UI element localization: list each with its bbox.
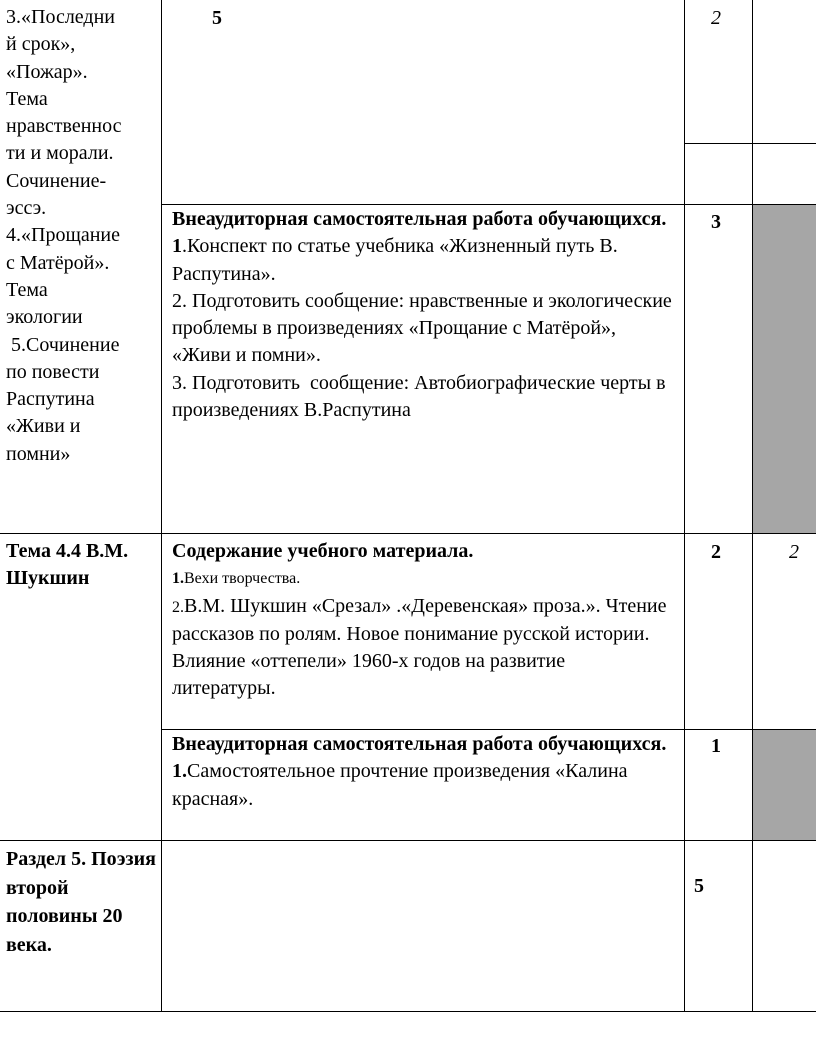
topic-cell-shukshin: Тема 4.4 В.М. Шукшин [6, 540, 129, 590]
independent-work-title: Внеаудиторная самостоятельная работа обучающихся. [172, 208, 667, 230]
shaded-cell-independent-2 [753, 730, 816, 840]
topic-line: Тема [6, 87, 48, 110]
topic-line: Тема [6, 278, 48, 301]
topic-line: по повести [6, 360, 100, 383]
task-item: 2. Подготовить сообщение: нравственные и экологические проблемы в произведениях «Прощание с Матёрой», «Живи и помни». [172, 289, 672, 367]
task-item: 3. Подготовить сообщение: Автобиографические черты в произведениях В.Распутина [172, 371, 671, 422]
table-rule [0, 1011, 816, 1012]
table-rule [0, 840, 816, 841]
independent-work-cell-2 [172, 731, 672, 813]
content-title: Содержание учебного материала. [172, 540, 474, 562]
content-hours-value: 2 [711, 541, 721, 563]
independent-work-cell-1 [172, 206, 672, 424]
level-value: 2 [711, 7, 721, 29]
topic-line: Сочинение- [6, 169, 107, 192]
topic-line: 5.Сочинение [6, 333, 120, 356]
topic-line: нравственнос [6, 115, 122, 138]
topic-line: Распутина [6, 388, 95, 411]
task-item [172, 758, 672, 813]
topic-line: «Живи и [6, 415, 81, 438]
task-text: Самостоятельное прочтение произведения «Калина красная». [172, 760, 628, 810]
shaded-cell-independent-1 [753, 205, 816, 533]
table-rule [752, 0, 753, 1012]
item-text: В.М. Шукшин «Срезал» .«Деревенская» проза.». Чтение рассказов по ролям. Новое понимание русской истории. Влияние «оттепели» 1960-х годов на развитие литературы. [172, 594, 667, 700]
topic-line: «Пожар». [6, 60, 88, 83]
hours-value: 5 [212, 7, 222, 29]
task-number: 1 [172, 235, 182, 258]
item-number: 1. [172, 570, 184, 588]
content-cell-shukshin [172, 538, 672, 703]
topic-line: помни» [6, 442, 71, 465]
topic-line: эссэ. [6, 197, 47, 220]
content-item-1 [172, 565, 672, 592]
table-rule [0, 533, 816, 534]
independent-work-title: Внеаудиторная самостоятельная работа обучающихся. [172, 733, 667, 755]
item-text: Вехи творчества. [184, 570, 301, 588]
section-hours-value: 5 [694, 875, 704, 897]
task-text: .Конспект по статье учебника «Жизненный путь В. Распутина». [172, 235, 618, 285]
topic-line: ти и морали. [6, 142, 114, 165]
table-rule [685, 143, 816, 144]
item-number: 2. [172, 598, 184, 616]
topic-line: с Матёрой». [6, 251, 110, 274]
section-cell-poetry: Раздел 5. Поэзия второй половины 20 века. [6, 848, 156, 956]
table-rule [162, 729, 816, 730]
topic-cell-rasputin [6, 4, 158, 468]
topic-line: 3.«Последни [6, 6, 115, 28]
topic-line: й срок», [6, 33, 76, 56]
level-value: 2 [789, 541, 799, 563]
task-item [172, 233, 672, 288]
topic-line: экологии [6, 306, 83, 329]
topic-line: 4.«Прощание [6, 224, 121, 247]
table-rule [161, 0, 162, 1012]
task-number: 1. [172, 760, 187, 783]
independent-hours-value: 1 [711, 735, 721, 757]
content-item-2 [172, 593, 672, 703]
table-rule [162, 204, 816, 205]
table-rule [684, 0, 685, 1012]
independent-hours-value: 3 [711, 211, 721, 233]
